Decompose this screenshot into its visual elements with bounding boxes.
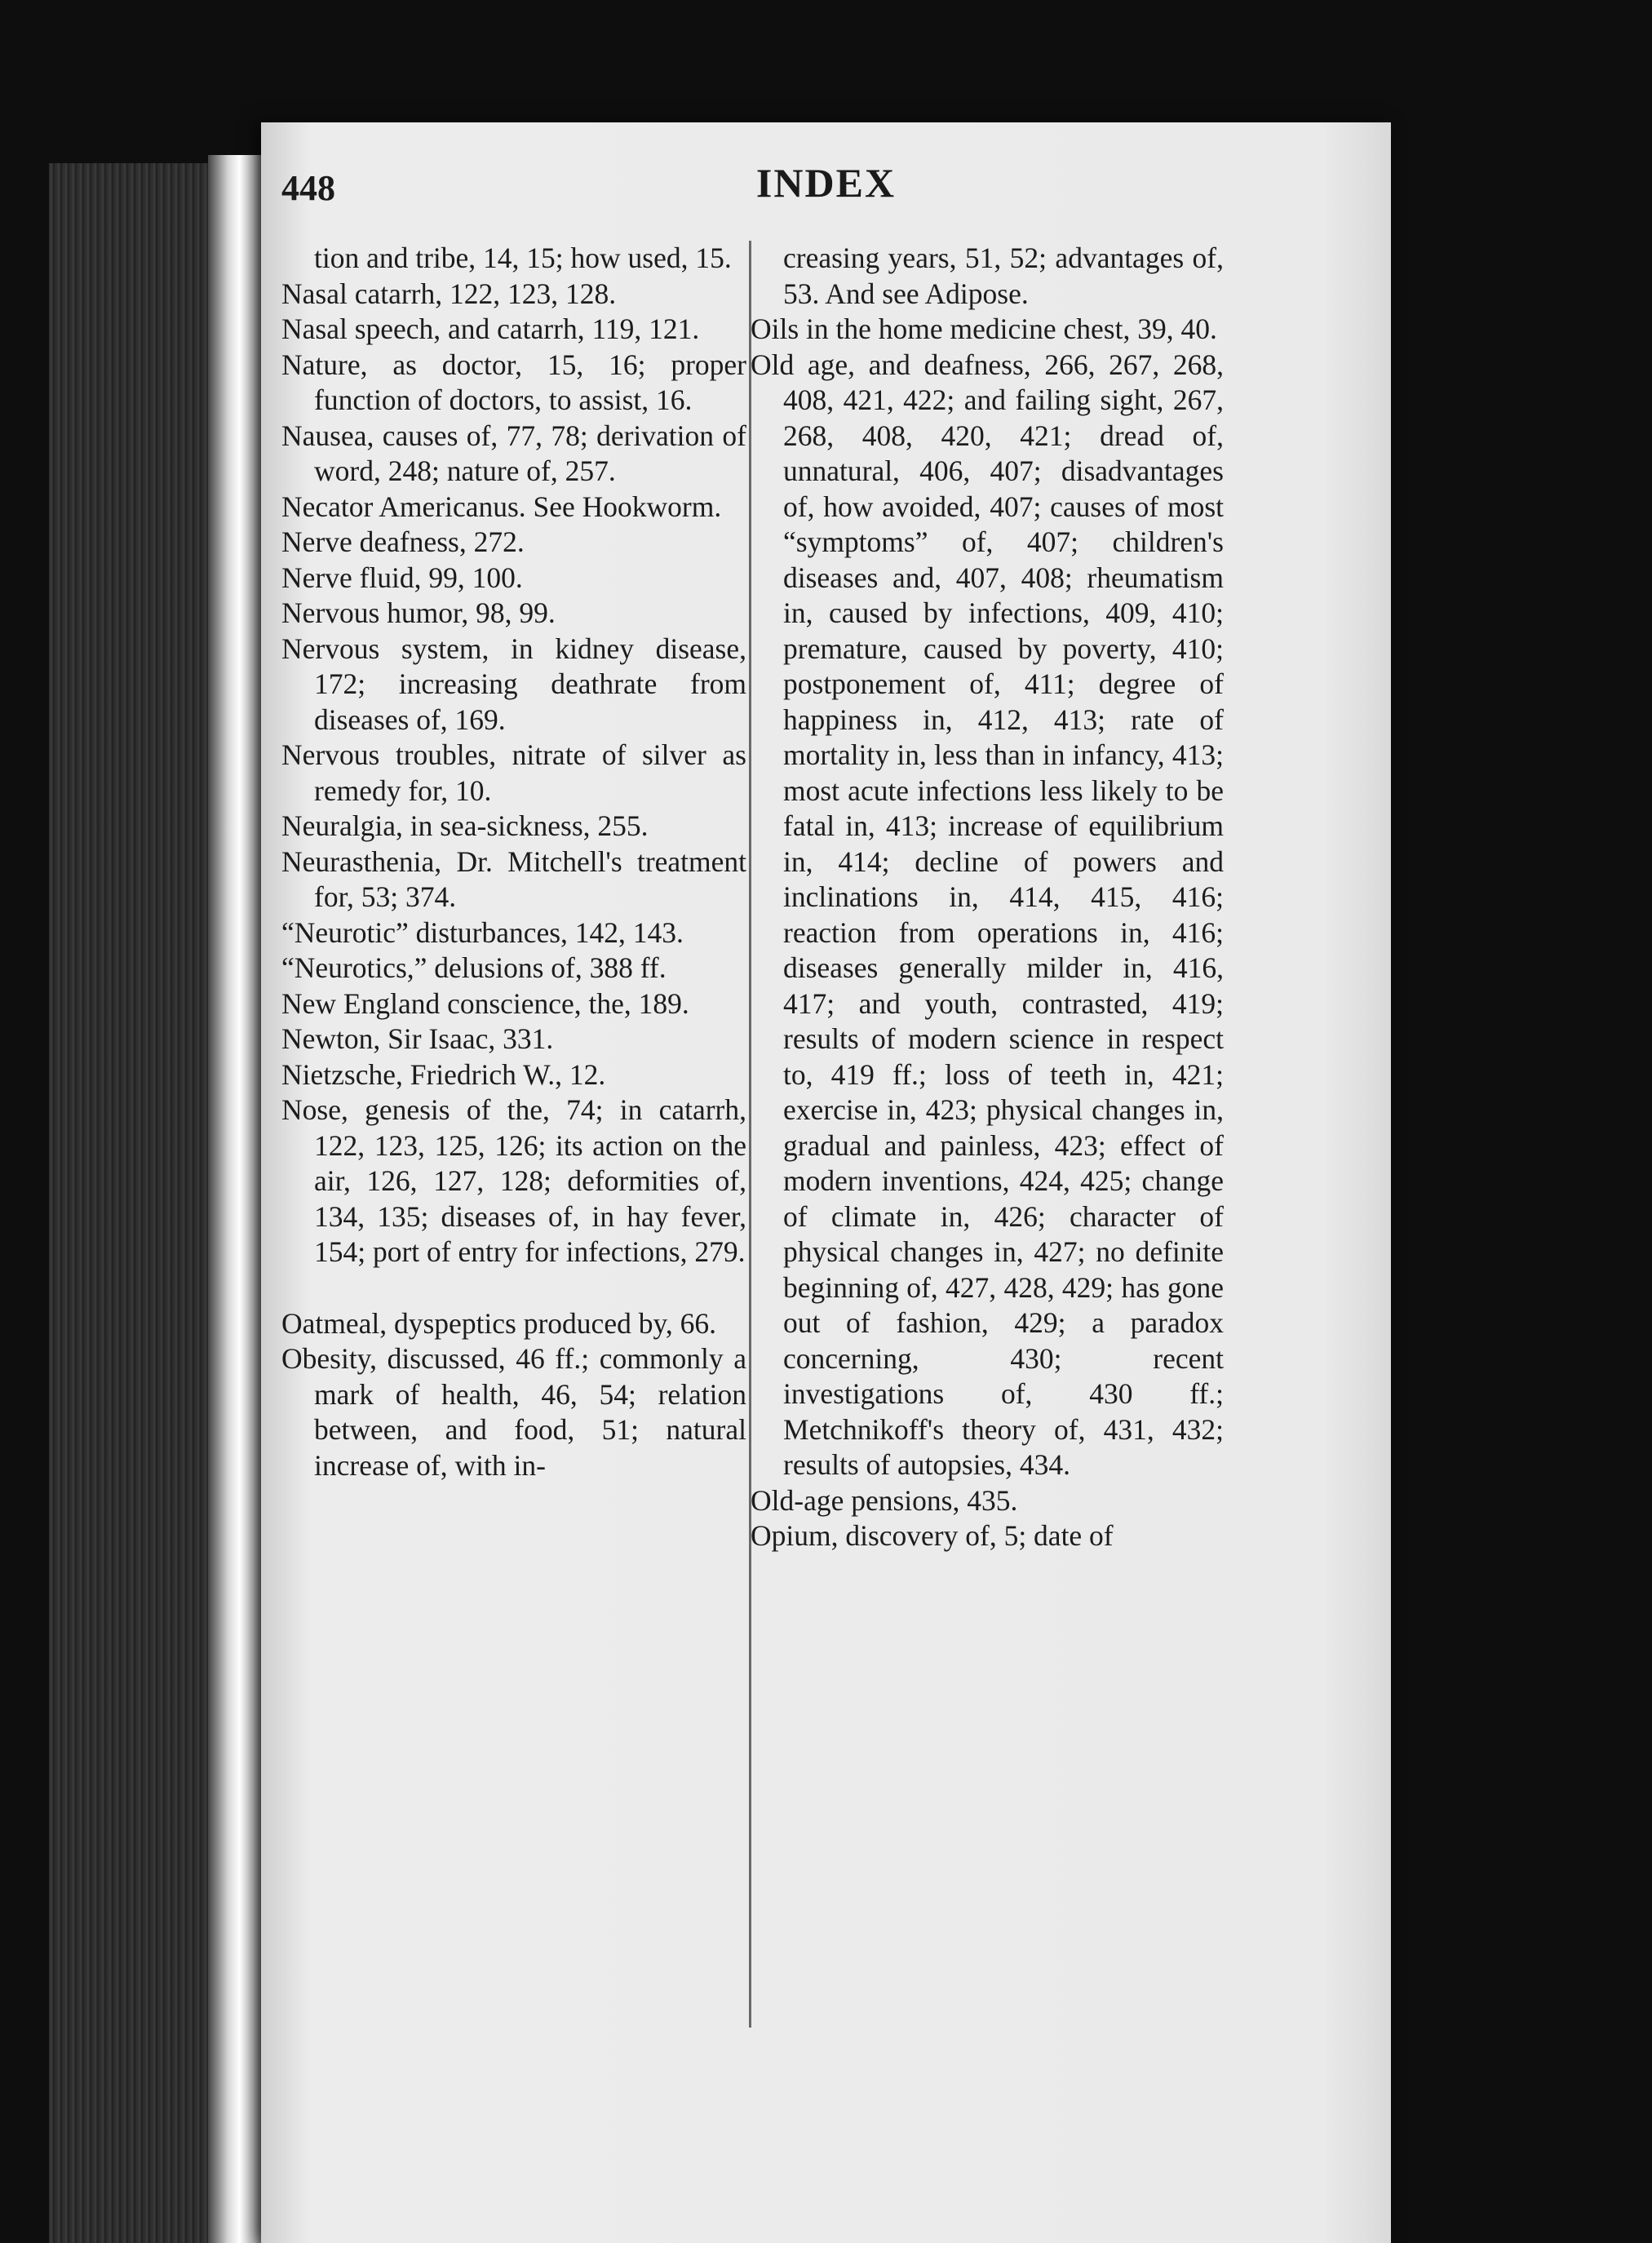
index-column-right — [751, 241, 1224, 1554]
index-entry: tion and tribe, 14, 15; how used, 15. — [314, 242, 732, 274]
index-entry: Nerve deafness, 272. — [281, 525, 525, 558]
index-entry: Nervous humor, 98, 99. — [281, 596, 556, 629]
index-entry: Nature, as doctor, 15, 16; proper function of doctors, to assist, 16. — [281, 348, 746, 416]
index-entry: Nerve fluid, 99, 100. — [281, 561, 523, 594]
index-entry: Necator Americanus. See Hookworm. — [281, 490, 722, 523]
index-entry: Old-age pensions, 435. — [751, 1483, 1018, 1517]
index-entry: Nose, genesis of the, 74; in catarrh, 122, 123, 125, 126; its action on the air, 126, 127, 128; deformities of, 134, 135; diseases of, in hay fever, 154; port of entry for infections, 279. — [281, 1093, 746, 1268]
index-entry: Oils in the home medicine chest, 39, 40. — [751, 313, 1217, 345]
section-gap — [281, 1270, 746, 1306]
index-entry: Neuralgia, in sea-sickness, 255. — [281, 809, 649, 842]
index-entry: Neurasthenia, Dr. Mitchell's treatment for, 53; 374. — [281, 844, 746, 913]
index-entry: Opium, discovery of, 5; date of — [751, 1519, 1114, 1552]
page-title: INDEX — [755, 160, 897, 206]
index-column-left — [281, 241, 746, 1483]
index-entry: Nasal catarrh, 122, 123, 128. — [281, 277, 617, 310]
index-entry: creasing years, 51, 52; advantages of, 53. And see Adipose. — [783, 242, 1224, 310]
index-entry: Oatmeal, dyspeptics produced by, 66. — [281, 1306, 717, 1340]
index-entry: Nervous system, in kidney disease, 172; increasing deathrate from diseases of, 169. — [281, 632, 746, 736]
index-entry: New England conscience, the, 189. — [281, 986, 689, 1020]
page-number: 448 — [281, 168, 335, 208]
index-entry: Nasal speech, and catarrh, 119, 121. — [281, 313, 700, 345]
index-entry: Old age, and deafness, 266, 267, 268, 408, 421, 422; and failing sight, 267, 268, 408, 420, 421; dread of, unnatural, 406, 407; disadvantages of, how avoided, 407; causes of most “symptoms” of, 407; children's diseases and, 407, 408; rheumatism in, caused by infections, 409, 410; premature, caused by poverty, 410; postponement of, 411; degree of happiness in, 412, 413; rate of mortality in, less than in infancy, 413; most acute infections less likely to be fatal in, 413; increase of equilibrium in, 414; decline of powers and inclinations in, 414, 415, 416; reaction from operations in, 416; diseases generally milder in, 416, 417; and youth, contrasted, 419; results of modern science in respect to, 419 ff.; loss of teeth in, 421; exercise in, 423; physical changes in, gradual and painless, 423; effect of modern inventions, 424, 425; change of climate in, 426; character of physical changes in, 427; no definite beginning of, 427, 428, 429; has gone out of fashion, 429; a paradox concerning, 430; recent investigations of, 430 ff.; Metchnikoff's theory of, 431, 432; results of autopsies, 434. — [751, 348, 1224, 1481]
book-spine-highlight — [208, 155, 265, 2243]
index-entry: Obesity, discussed, 46 ff.; commonly a mark of health, 46, 54; relation between, and food, 51; natural increase of, with in- — [281, 1342, 746, 1482]
index-entry: Nietzsche, Friedrich W., 12. — [281, 1057, 606, 1091]
index-entry: Nervous troubles, nitrate of silver as remedy for, 10. — [281, 738, 746, 807]
index-entry: Newton, Sir Isaac, 331. — [281, 1022, 554, 1055]
index-entry: “Neurotics,” delusions of, 388 ff. — [281, 951, 667, 984]
index-entry: “Neurotic” disturbances, 142, 143. — [281, 915, 684, 949]
index-entry: Nausea, causes of, 77, 78; derivation of word, 248; nature of, 257. — [281, 419, 746, 487]
